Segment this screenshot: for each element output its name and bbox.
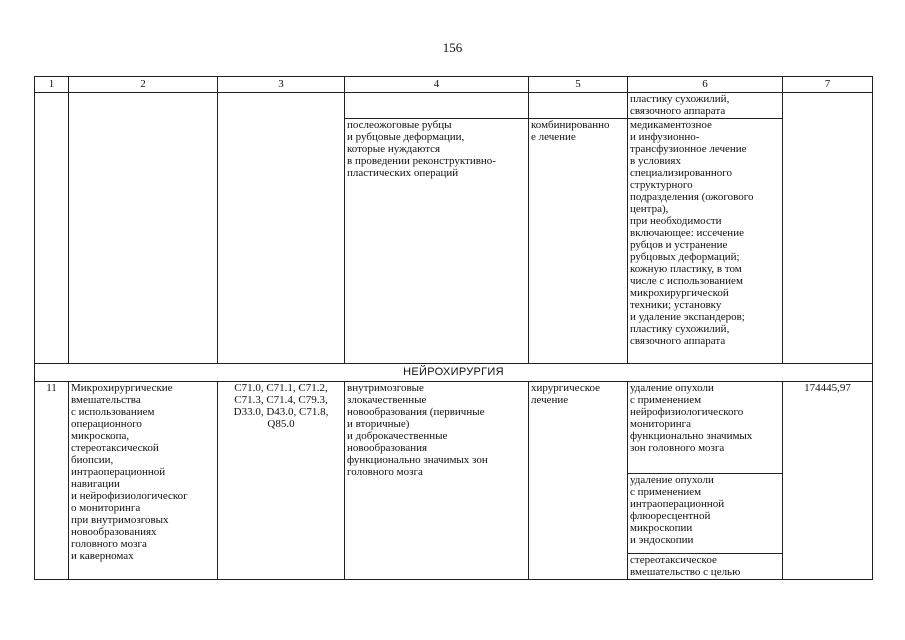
page-number: 156 <box>442 40 463 55</box>
row-number: 11 <box>35 382 69 580</box>
continued-model-b: послеожоговые рубцы и рубцовые деформации, которые нуждаются в проведении реконструктивно- пластических операций <box>345 119 529 364</box>
treatment-type: хирургическое лечение <box>529 382 628 580</box>
header-cell-1: 1 <box>35 77 69 93</box>
continued-treatment-b: комбинированно е лечение <box>529 119 628 364</box>
continued-cell-codes <box>218 93 345 364</box>
header-cell-6: 6 <box>628 77 783 93</box>
table-row <box>35 93 873 119</box>
header-cell-7: 7 <box>783 77 873 93</box>
procedures-table <box>34 76 873 580</box>
header-cell-2: 2 <box>69 77 218 93</box>
section-title: НЕЙРОХИРУРГИЯ <box>35 364 873 382</box>
cost-value: 174445,97 <box>783 382 873 580</box>
continued-cell-cost <box>783 93 873 364</box>
treatment-method-3: стереотаксическое вмешательство с целью <box>628 554 783 580</box>
patient-model: внутримозговые злокачественные новообразования (первичные и вторичные) и доброкачественные новообразования функционально значимых зон головного мозга <box>345 382 529 580</box>
continued-cell-model-a <box>345 93 529 119</box>
icd-codes: C71.0, C71.1, C71.2, C71.3, C71.4, C79.3, D33.0, D43.0, C71.8, Q85.0 <box>218 382 345 580</box>
header-cell-3: 3 <box>218 77 345 93</box>
header-cell-5: 5 <box>529 77 628 93</box>
continued-method-b: медикаментозное и инфузионно- трансфузионное лечение в условиях специализированного структурного подразделения (ожогового центра), при необходимости включающее: иссечение рубцов и устранение рубцовых деформаций; кожную пластику, в том числе с использованием микрохирургической техники; установку и удаление экспандеров; пластику сухожилий, связочного аппарата <box>628 119 783 364</box>
continued-cell-num <box>35 93 69 364</box>
treatment-method-1: удаление опухоли с применением нейрофизиологического мониторинга функционально значимых зон головного мозга <box>628 382 783 474</box>
treatment-method-2: удаление опухоли с применением интраоперационной флюоресцентной микроскопии и эндоскопии <box>628 474 783 554</box>
section-row <box>35 364 873 382</box>
continued-method-a: пластику сухожилий, связочного аппарата <box>628 93 783 119</box>
header-cell-4: 4 <box>345 77 529 93</box>
continued-cell-name <box>69 93 218 364</box>
table-row <box>35 382 873 474</box>
continued-cell-treatment-a <box>529 93 628 119</box>
header-row <box>35 77 873 93</box>
procedure-name: Микрохирургические вмешательства с использованием операционного микроскопа, стереотаксической биопсии, интраоперационной навигации и нейрофизиологическог о мониторинга при внутримозговых новообразованиях головного мозга и каверномах <box>69 382 218 580</box>
